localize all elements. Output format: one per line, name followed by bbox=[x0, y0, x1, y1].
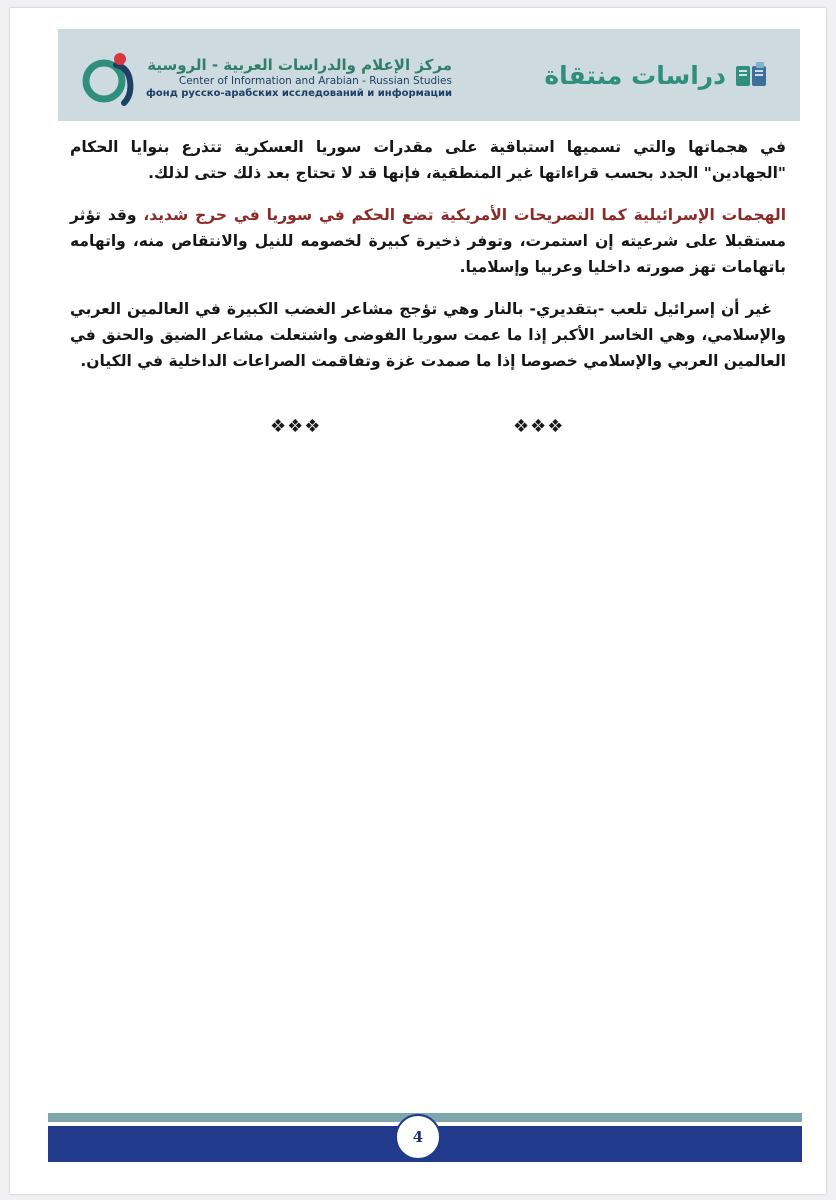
series-brand bbox=[544, 55, 768, 95]
paragraph-2 bbox=[70, 202, 786, 280]
paragraph-2-rest: وقد تؤثر مستقبلا على شرعيته إن استمرت، وتوفر ذخيرة كبيرة لخصومه للنيل والانتقاص منه، واتهامه باتهامات تهز صورته داخليا وعربيا وإسلاميا. bbox=[70, 206, 786, 276]
center-name-ar: مركز الإعلام والدراسات العربية - الروسية bbox=[147, 56, 452, 74]
paragraph-1: في هجماتها والتي تسميها استباقية على مقدرات سوريا العسكرية تتذرع بنوايا الحكام "الجهادين" الجدد بحسب قراءاتها غير المنطقية، فإنها قد لا تحتاج بعد ذلك حتى لذلك. bbox=[70, 138, 786, 182]
paragraph-3: غير أن إسرائيل تلعب -بتقديري- بالنار وهي تؤجج مشاعر الغضب الكبيرة في العالمين العربي والإسلامي، وهي الخاسر الأكبر إذا ما عمت سوريا الفوضى واشتعلت مشاعر الضيق والحنق في العالمين العربي والإسلامي خصوصا إذا ما صمدت غزة وتفاقمت الصراعات الداخلية في الكيان. bbox=[70, 300, 786, 370]
center-logo bbox=[78, 49, 142, 107]
document-page bbox=[10, 8, 826, 1194]
page-header bbox=[58, 29, 800, 121]
center-name-ru: фонд русско-арабских исследований и информации bbox=[146, 88, 452, 99]
center-name-en: Center of Information and Arabian - Russian Studies bbox=[178, 75, 452, 87]
article-body bbox=[70, 134, 786, 390]
ornament-right: ❖❖❖ bbox=[513, 416, 565, 437]
book-icon bbox=[734, 60, 768, 90]
center-brand bbox=[78, 45, 452, 111]
highlighted-sentence: الهجمات الإسرائيلية كما التصريحات الأمريكية تضع الحكم في سوريا في حرج شديد، bbox=[143, 206, 787, 224]
section-divider bbox=[10, 416, 826, 444]
page-number: 4 bbox=[395, 1114, 441, 1160]
series-title: دراسات منتقاة bbox=[544, 60, 726, 90]
center-name bbox=[146, 56, 452, 100]
ornament-left: ❖❖❖ bbox=[270, 416, 322, 437]
